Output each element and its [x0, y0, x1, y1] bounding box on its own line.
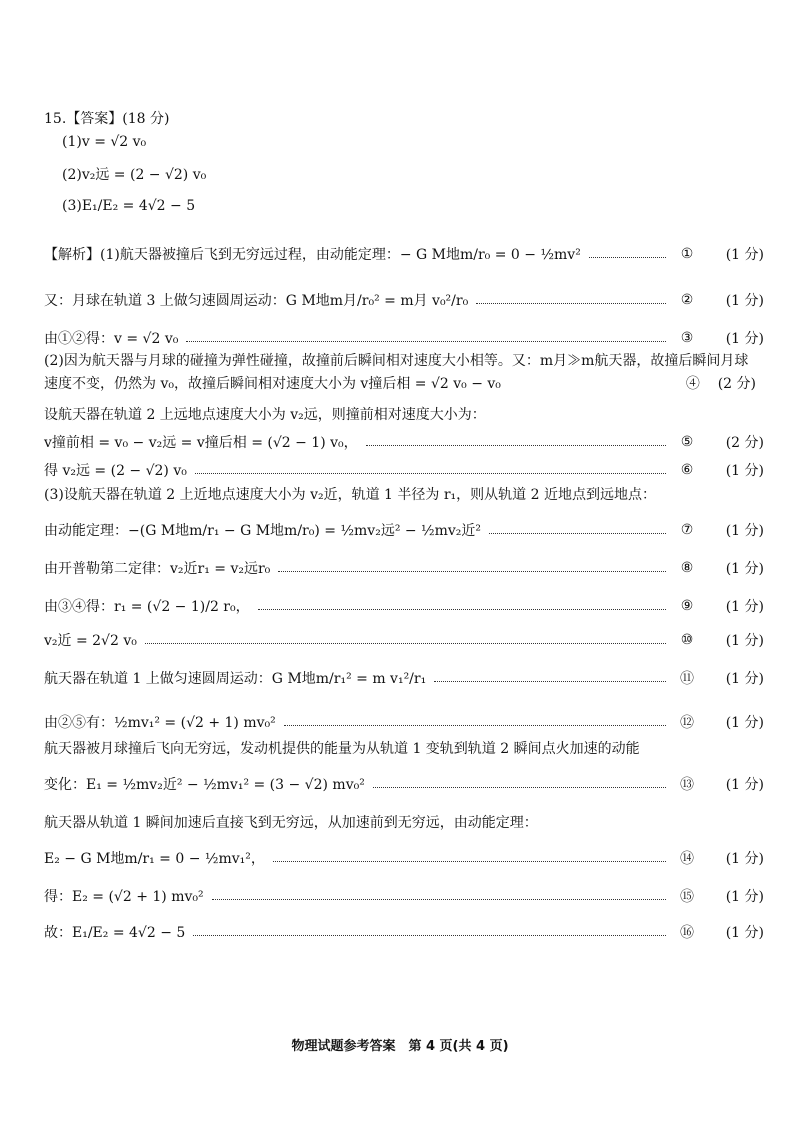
step-text: 由①②得：v = √2 v₀ — [44, 331, 179, 347]
step-number: ⑪ — [680, 671, 694, 687]
step-row — [44, 774, 764, 794]
step-text: 故：E₁/E₂ = 4√2 − 5 — [44, 925, 186, 941]
step-text: 航天器在轨道 1 上做匀速圆周运动：G M地m/r₁² = m v₁²/r₁ — [44, 671, 427, 687]
step-row — [44, 596, 764, 616]
step-score: (1 分) — [725, 599, 764, 615]
paragraph-text: (2)因为航天器与月球的碰撞为弹性碰撞，故撞前后瞬间相对速度大小相等。又：m月≫m航天器，故撞后瞬间月球速度不变，仍然为 v₀，故撞后瞬间相对速度大小为 v撞后相 = √2 v₀ − v₀ — [44, 353, 749, 392]
leader-dots — [476, 303, 666, 304]
step-number: ⑮ — [680, 889, 694, 905]
step-text: v₂近 = 2√2 v₀ — [44, 633, 137, 649]
step-number: ⑧ — [680, 560, 694, 576]
step-row — [44, 244, 764, 264]
page-footer: 物理试题参考答案 第 4 页(共 4 页) — [291, 1039, 509, 1054]
answer-2: (2)v₂远 = (2 − √2) v₀ — [62, 167, 207, 183]
step-score: (1 分) — [725, 561, 764, 577]
step-row — [44, 886, 764, 906]
step-score: (1 分) — [725, 331, 764, 347]
step-score: (2 分) — [725, 435, 764, 451]
leader-dots — [258, 609, 666, 610]
step-row — [44, 558, 764, 578]
analysis-paragraph-6: 航天器从轨道 1 瞬间加速后直接飞到无穷远，从加速前到无穷远，由动能定理： — [44, 815, 538, 831]
leader-dots — [278, 571, 666, 572]
step-row — [44, 460, 764, 480]
step-number: ② — [680, 292, 694, 308]
step-score: (1 分) — [725, 633, 764, 649]
leader-dots — [193, 935, 666, 936]
step-number: ⑥ — [680, 462, 694, 478]
leader-dots — [145, 643, 666, 644]
step-number: ⑬ — [680, 777, 694, 793]
step-number: ⑩ — [680, 632, 694, 648]
leader-dots — [212, 899, 666, 900]
step-score: (1 分) — [725, 777, 764, 793]
step-number: ③ — [680, 330, 694, 346]
step-text: 由③④得：r₁ = (√2 − 1)/2 r₀， — [44, 599, 250, 615]
step-score: (1 分) — [725, 463, 764, 479]
leader-dots — [186, 341, 666, 342]
leader-dots — [373, 787, 666, 788]
analysis-paragraph-3: 设航天器在轨道 2 上远地点速度大小为 v₂远，则撞前相对速度大小为： — [44, 407, 486, 423]
step-number: ⑫ — [680, 715, 694, 731]
step-number: ① — [680, 246, 694, 262]
step-score: (1 分) — [725, 247, 764, 263]
step-text: 由开普勒第二定律：v₂近r₁ = v₂远r₀ — [44, 561, 271, 577]
step-text: 由动能定理：−(G M地m/r₁ − G M地m/r₀) = ½mv₂远² − ½mv₂近² — [44, 523, 482, 539]
step-number: ④ (2 分) — [685, 376, 756, 392]
step-text: 又：月球在轨道 3 上做匀速圆周运动：G M地m月/r₀² = m月 v₀²/r₀ — [44, 293, 469, 309]
step-score: (1 分) — [725, 889, 764, 905]
step-number: ⑭ — [680, 851, 694, 867]
step-row — [44, 630, 764, 650]
step-number: ⑦ — [680, 522, 694, 538]
step-row — [44, 712, 764, 732]
step-row — [44, 432, 764, 452]
step-text: 由②⑤有：½mv₁² = (√2 + 1) mv₀² — [44, 715, 276, 731]
leader-dots — [284, 725, 666, 726]
leader-dots — [366, 445, 666, 446]
leader-dots — [589, 257, 666, 258]
step-score: (1 分) — [725, 925, 764, 941]
step-score: (1 分) — [725, 523, 764, 539]
step-text: 【解析】(1)航天器被撞后飞到无穷远过程，由动能定理：− G M地m/r₀ = 0 − ½mv² — [44, 247, 581, 263]
leader-dots — [434, 681, 666, 682]
leader-dots — [273, 861, 666, 862]
step-row — [44, 848, 764, 868]
leader-dots — [195, 473, 666, 474]
step-score: (1 分) — [725, 851, 764, 867]
question-header: 15.【答案】(18 分) — [44, 111, 170, 127]
step-score: (1 分) — [725, 671, 764, 687]
step-text: 变化：E₁ = ½mv₂近² − ½mv₁² = (3 − √2) mv₀² — [44, 777, 365, 793]
step-score: (1 分) — [725, 293, 764, 309]
step-number: ⑨ — [680, 598, 694, 614]
step-row — [44, 922, 764, 942]
step-row — [44, 668, 764, 688]
step-score: (1 分) — [725, 715, 764, 731]
step-text: E₂ − G M地m/r₁ = 0 − ½mv₁²， — [44, 851, 265, 867]
analysis-paragraph-4: (3)设航天器在轨道 2 上近地点速度大小为 v₂近，轨道 1 半径为 r₁，则从轨道 2 近地点到远地点： — [44, 487, 656, 503]
answer-1: (1)v = √2 v₀ — [62, 134, 147, 150]
step-number: ⑤ — [680, 434, 694, 450]
analysis-paragraph-2 — [44, 350, 756, 396]
step-text: 得 v₂远 = (2 − √2) v₀ — [44, 463, 187, 479]
leader-dots — [489, 533, 666, 534]
analysis-paragraph-5: 航天器被月球撞后飞向无穷远，发动机提供的能量为从轨道 1 变轨到轨道 2 瞬间点火加速的动能 — [44, 741, 640, 757]
step-number: ⑯ — [680, 925, 694, 941]
answer-3: (3)E₁/E₂ = 4√2 − 5 — [62, 198, 196, 214]
step-row — [44, 328, 764, 348]
step-text: v撞前相 = v₀ − v₂远 = v撞后相 = (√2 − 1) v₀， — [44, 435, 358, 451]
step-row — [44, 520, 764, 540]
step-row — [44, 290, 764, 310]
step-text: 得：E₂ = (√2 + 1) mv₀² — [44, 889, 204, 905]
